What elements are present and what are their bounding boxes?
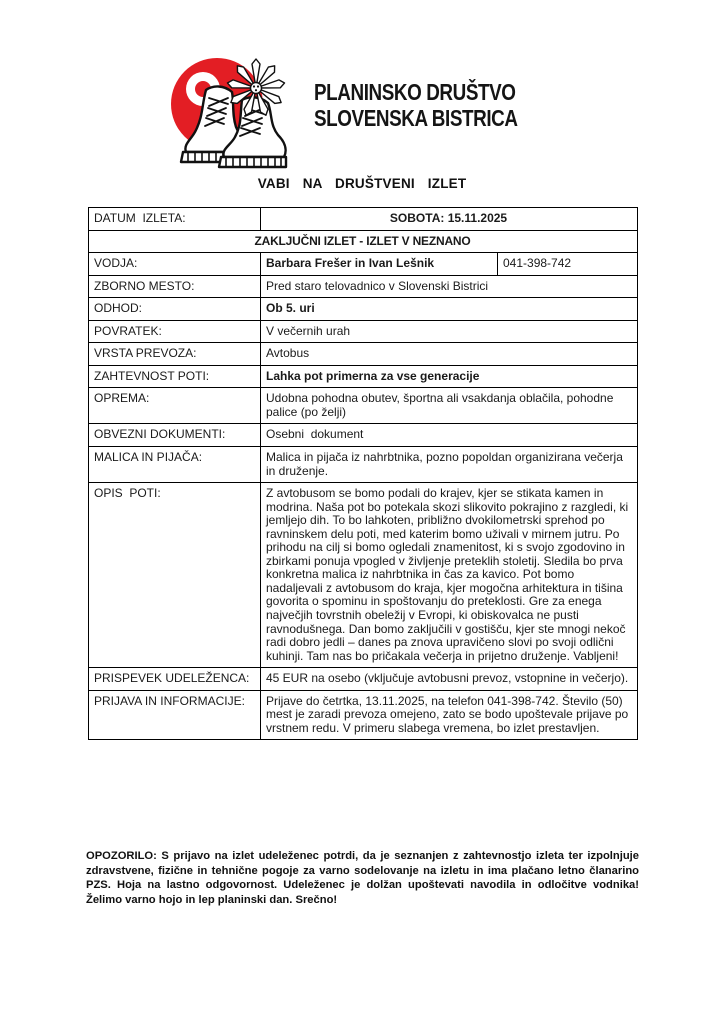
date-value: SOBOTA: 15.11.2025 — [261, 208, 638, 231]
transport-label: VRSTA PREVOZA: — [89, 343, 261, 366]
registration-value: Prijave do četrtka, 13.11.2025, na telefon 041-398-742. Število (50) mest je zaradi prevoza omejeno, zato se bodo upoštevale prijave po vrstnem redu. V primeru slabega vremena, bo izlet prestavljen. — [261, 690, 638, 740]
food-label: MALICA IN PIJAČA: — [89, 447, 261, 483]
documents-label: OBVEZNI DOKUMENTI: — [89, 424, 261, 447]
club-name — [314, 80, 518, 132]
trip-title: ZAKLJUČNI IZLET - IZLET V NEZNANO — [89, 230, 638, 253]
food-value: Malica in pijača iz nahrbtnika, pozno popoldan organizirana večerja in druženje. — [261, 447, 638, 483]
row-transport — [89, 343, 638, 366]
difficulty-label: ZAHTEVNOST POTI: — [89, 365, 261, 388]
leader-label: VODJA: — [89, 253, 261, 276]
row-fee — [89, 668, 638, 691]
row-documents — [89, 424, 638, 447]
trip-table — [88, 207, 638, 740]
row-date — [89, 208, 638, 231]
departure-value: Ob 5. uri — [261, 298, 638, 321]
row-departure — [89, 298, 638, 321]
row-food — [89, 447, 638, 483]
meeting-point-value: Pred staro telovadnico v Slovenski Bistrici — [261, 275, 638, 298]
return-value: V večernih urah — [261, 320, 638, 343]
documents-value: Osebni dokument — [261, 424, 638, 447]
row-registration — [89, 690, 638, 740]
registration-label: PRIJAVA IN INFORMACIJE: — [89, 690, 261, 740]
club-name-line2: SLOVENSKA BISTRICA — [313, 105, 518, 131]
difficulty-value: Lahka pot primerna za vse generacije — [261, 365, 638, 388]
return-label: POVRATEK: — [89, 320, 261, 343]
invitation-heading: VABI NA DRUŠTVENI IZLET — [257, 176, 467, 191]
row-difficulty — [89, 365, 638, 388]
date-label: DATUM IZLETA: — [89, 208, 261, 231]
row-route-description — [89, 483, 638, 668]
row-leader — [89, 253, 638, 276]
meeting-point-label: ZBORNO MESTO: — [89, 275, 261, 298]
fee-label: PRISPEVEK UDELEŽENCA: — [89, 668, 261, 691]
equipment-value: Udobna pohodna obutev, športna ali vsakdanja oblačila, pohodne palice (po želji) — [261, 388, 638, 424]
leader-value: Barbara Frešer in Ivan Lešnik — [261, 253, 498, 276]
departure-label: ODHOD: — [89, 298, 261, 321]
row-title — [89, 230, 638, 253]
transport-value: Avtobus — [261, 343, 638, 366]
route-description-label: OPIS POTI: — [89, 483, 261, 668]
route-description-value: Z avtobusom se bomo podali do krajev, kjer se stikata kamen in modrina. Naša pot bo potekala skozi slikovito pokrajino z razgledi, ki jemljejo dih. To bo lahkoten, približno dvokilometrski sprehod po ravninskem delu poti, med katerim bomo uživali v mirnem jutru. Po prihodu na cilj si bomo ogledali znamenitost, ki s svojo zgodovino in zbirkami ponuja vpogled v življenje preteklih stoletij. Sledila bo prva konkretna malica iz nahrbtnika in čas za kavico. Pot bomo nadaljevali z avtobusom do kraja, kjer mogočna arhitektura in tišina govorita o spominu in spoštovanju do preteklosti. Gre za enega največjih tovrstnih obeležij v Evropi, ki obiskovalca ne pusti ravnodušnega. Dan bomo zaključili v gostišču, kjer ste mnogi nekoč radi dobro jedli – danes pa znova upravičeno slovi po svoji odlični kuhinji. Tam nas bo pričakala večerja in prijetno druženje. Vabljeni! — [261, 483, 638, 668]
equipment-label: OPREMA: — [89, 388, 261, 424]
row-meeting-point — [89, 275, 638, 298]
club-name-line1: PLANINSKO DRUŠTVO — [313, 79, 516, 106]
leader-phone: 041-398-742 — [498, 253, 638, 276]
warning-text: OPOZORILO: S prijavo na izlet udeleženec potrdi, da je seznanjen z zahtevnostjo izleta ter izpolnjuje zdravstvene, fizične in tehnične pogoje za varno sodelovanje na izletu in ima plačano letno članarino PZS. Hoja na lastno odgovornost. Udeleženec je dolžan upoštevati navodila in odločitve vodnika! Želimo varno hojo in lep planinski dan. Srečno! — [86, 850, 639, 906]
fee-value: 45 EUR na osebo (vključuje avtobusni prevoz, vstopnine in večerjo). — [261, 668, 638, 691]
row-equipment — [89, 388, 638, 424]
row-return — [89, 320, 638, 343]
logo-graphic — [162, 54, 312, 172]
club-logo — [0, 54, 724, 172]
